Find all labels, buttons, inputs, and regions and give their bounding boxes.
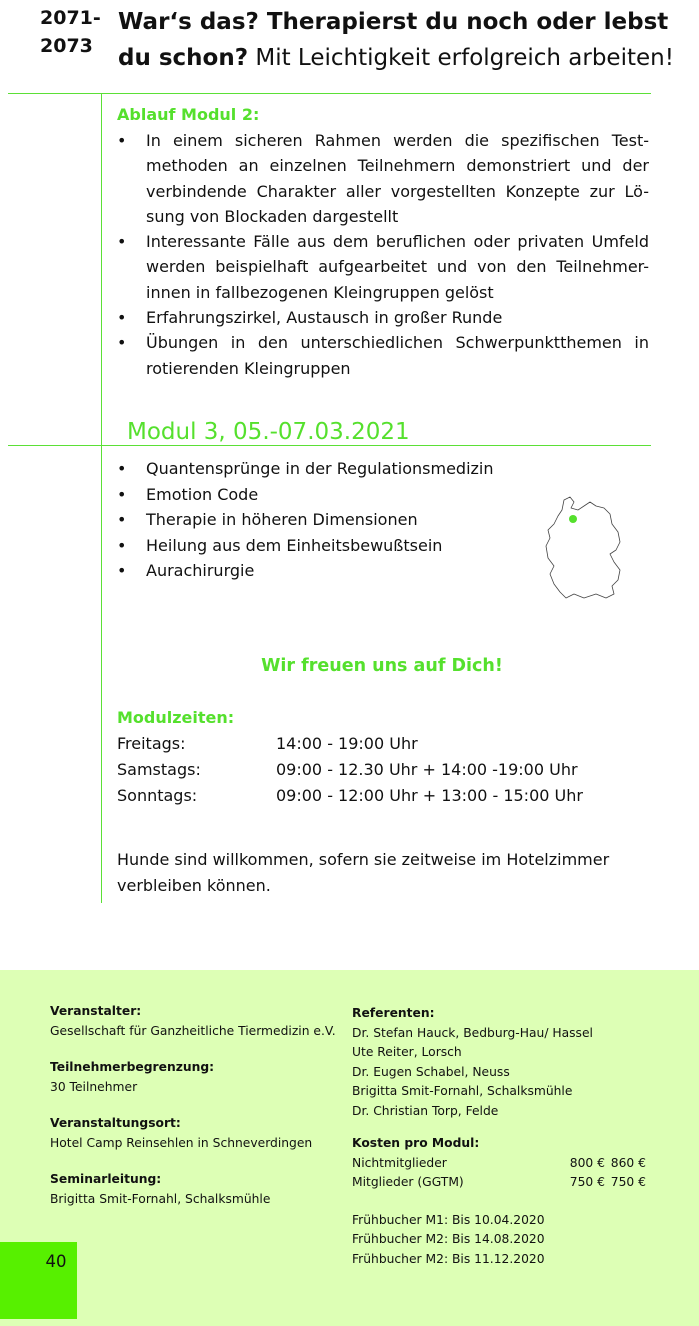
list-item: Dr. Eugen Schabel, Neuss: [352, 1064, 510, 1079]
table-row: [352, 1154, 652, 1174]
list-item: • In einem sicheren Rahmen werden die spezifischen Test-methoden an einzelnen Teilnehmern demonstriert und der verbindende Charakter aller vorgestellten Konzepte zur Lö-sung von Blockaden dargestellt: [117, 128, 649, 229]
times-heading: Modulzeiten:: [117, 708, 235, 727]
early-bird-block: [352, 1211, 652, 1270]
list-item: Frühbucher M1: Bis 10.04.2020: [352, 1212, 545, 1227]
costs-block: [352, 1134, 652, 1193]
cost-label: Mitglieder (GGTM): [352, 1175, 464, 1189]
info-left-column: [50, 1002, 350, 1226]
costs-label: Kosten pro Modul:: [352, 1136, 480, 1150]
list-item: • Aurachirurgie: [117, 558, 537, 584]
list-item: Brigitta Smit-Fornahl, Schalksmühle: [352, 1084, 573, 1098]
speakers-label: Referenten:: [352, 1006, 435, 1020]
venue-label: Veranstaltungsort:: [50, 1116, 181, 1130]
times-table: [117, 731, 583, 809]
list-item: • Interessante Fälle aus dem beruflichen oder privaten Umfeld werden beispielhaft aufgearbeitet und von den Teilnehmer-innen in fallbezogenen Kleingruppen gelöst: [117, 229, 649, 305]
modul3-title: Modul 3, 05.-07.03.2021: [127, 419, 410, 445]
table-row: [352, 1173, 652, 1193]
page-number: 40: [45, 1252, 67, 1271]
list-item: • Erfahrungszirkel, Austausch in großer Runde: [117, 305, 649, 330]
limit-label: Teilnehmerbegrenzung:: [50, 1060, 215, 1074]
list-item: • Quantensprünge in der Regulationsmedizin: [117, 456, 537, 482]
header-divider: [8, 93, 651, 94]
lead-label: Seminarleitung:: [50, 1172, 162, 1186]
course-number-line2: 2073: [40, 35, 93, 57]
list-item: Frühbucher M2: Bis 14.08.2020: [352, 1232, 545, 1246]
time-value: 09:00 - 12.30 Uhr + 14:00 -19:00 Uhr: [276, 760, 578, 779]
vertical-rule-upper: [101, 93, 102, 445]
germany-map-icon: [540, 494, 624, 602]
venue-value: Hotel Camp Reinsehlen in Schneverdingen: [50, 1135, 313, 1150]
cost-price-1: 750 €: [569, 1175, 605, 1189]
organizer-block: [50, 1002, 350, 1041]
table-row: [117, 783, 583, 809]
cost-price-2: 860 €: [610, 1155, 646, 1170]
table-row: [117, 731, 583, 757]
info-right-column: [352, 1004, 652, 1282]
list-item: • Emotion Code: [117, 482, 537, 508]
time-day: Sonntags:: [117, 786, 198, 805]
ablauf-list: [117, 128, 649, 381]
title-bold-1: War‘s das? Therapierst du noch oder lebst: [118, 9, 669, 35]
time-value: 14:00 - 19:00 Uhr: [276, 734, 418, 753]
cost-price-1: 800 €: [569, 1155, 605, 1170]
table-row: [117, 757, 583, 783]
venue-marker: [569, 515, 577, 523]
limit-block: [50, 1058, 350, 1097]
cost-label: Nichtmitglieder: [352, 1155, 447, 1170]
course-title: [118, 4, 693, 76]
ablauf-heading: Ablauf Modul 2:: [117, 105, 260, 124]
closing-line: Wir freuen uns auf Dich!: [261, 656, 503, 676]
limit-value: 30 Teilnehmer: [50, 1079, 138, 1094]
list-item: Frühbucher M2: Bis 11.12.2020: [352, 1251, 545, 1266]
list-item: • Therapie in höheren Dimensionen: [117, 507, 537, 533]
time-day: Freitags:: [117, 734, 186, 753]
organizer-value: Gesellschaft für Ganzheitliche Tiermedizin e.V.: [50, 1023, 336, 1038]
modul3-list: [117, 456, 537, 584]
list-item: Dr. Stefan Hauck, Bedburg-Hau/ Hassel: [352, 1025, 593, 1040]
title-subtitle: Mit Leichtigkeit erfolgreich arbeiten!: [248, 45, 674, 71]
organizer-label: Veranstalter:: [50, 1004, 142, 1018]
list-item: • Heilung aus dem Einheitsbewußtsein: [117, 533, 537, 559]
time-value: 09:00 - 12:00 Uhr + 13:00 - 15:00 Uhr: [276, 786, 583, 805]
list-item: • Übungen in den unterschiedlichen Schwerpunktthemen in rotierenden Kleingruppen: [117, 330, 649, 381]
speakers-block: [352, 1004, 652, 1121]
venue-block: [50, 1114, 350, 1153]
lead-block: [50, 1170, 350, 1209]
list-item: Dr. Christian Torp, Felde: [352, 1103, 499, 1118]
dogs-note: Hunde sind willkommen, sofern sie zeitweise im Hotelzimmer verbleiben können.: [117, 850, 610, 895]
course-number-line1: 2071-: [40, 7, 101, 29]
lead-value: Brigitta Smit-Fornahl, Schalksmühle: [50, 1191, 271, 1206]
list-item: Ute Reiter, Lorsch: [352, 1045, 462, 1059]
course-number: [40, 4, 101, 60]
title-bold-2: du schon?: [118, 45, 249, 71]
time-day: Samstags:: [117, 760, 201, 779]
cost-price-2: 750 €: [610, 1175, 646, 1189]
